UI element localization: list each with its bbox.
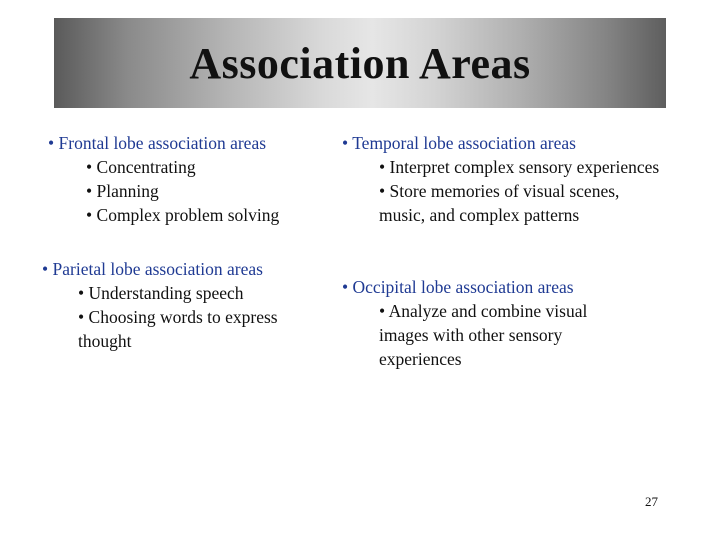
temporal-heading: • Temporal lobe association areas [342, 133, 576, 153]
frontal-item-2: • Planning [86, 181, 159, 201]
occipital-block [342, 275, 672, 371]
occipital-item-1: • Analyze and combine visual images with other sensory experiences [379, 301, 588, 369]
temporal-item-1: • Interpret complex sensory experiences [379, 157, 660, 177]
parietal-heading: • Parietal lobe association areas [42, 259, 263, 279]
slide-title: Association Areas [189, 38, 531, 88]
frontal-block [48, 131, 318, 227]
frontal-item-1: • Concentrating [86, 157, 196, 177]
title-bar [54, 18, 666, 108]
occipital-heading: • Occipital lobe association areas [342, 277, 574, 297]
frontal-heading: • Frontal lobe association areas [48, 133, 267, 153]
parietal-item-2: • Choosing words to express thought [78, 307, 278, 351]
page-number: 27 [645, 494, 658, 509]
parietal-item-1: • Understanding speech [78, 283, 244, 303]
temporal-item-2: • Store memories of visual scenes, music, and complex patterns [379, 181, 620, 225]
temporal-block [342, 131, 672, 227]
frontal-item-3: • Complex problem solving [86, 205, 280, 225]
parietal-block [42, 257, 317, 353]
